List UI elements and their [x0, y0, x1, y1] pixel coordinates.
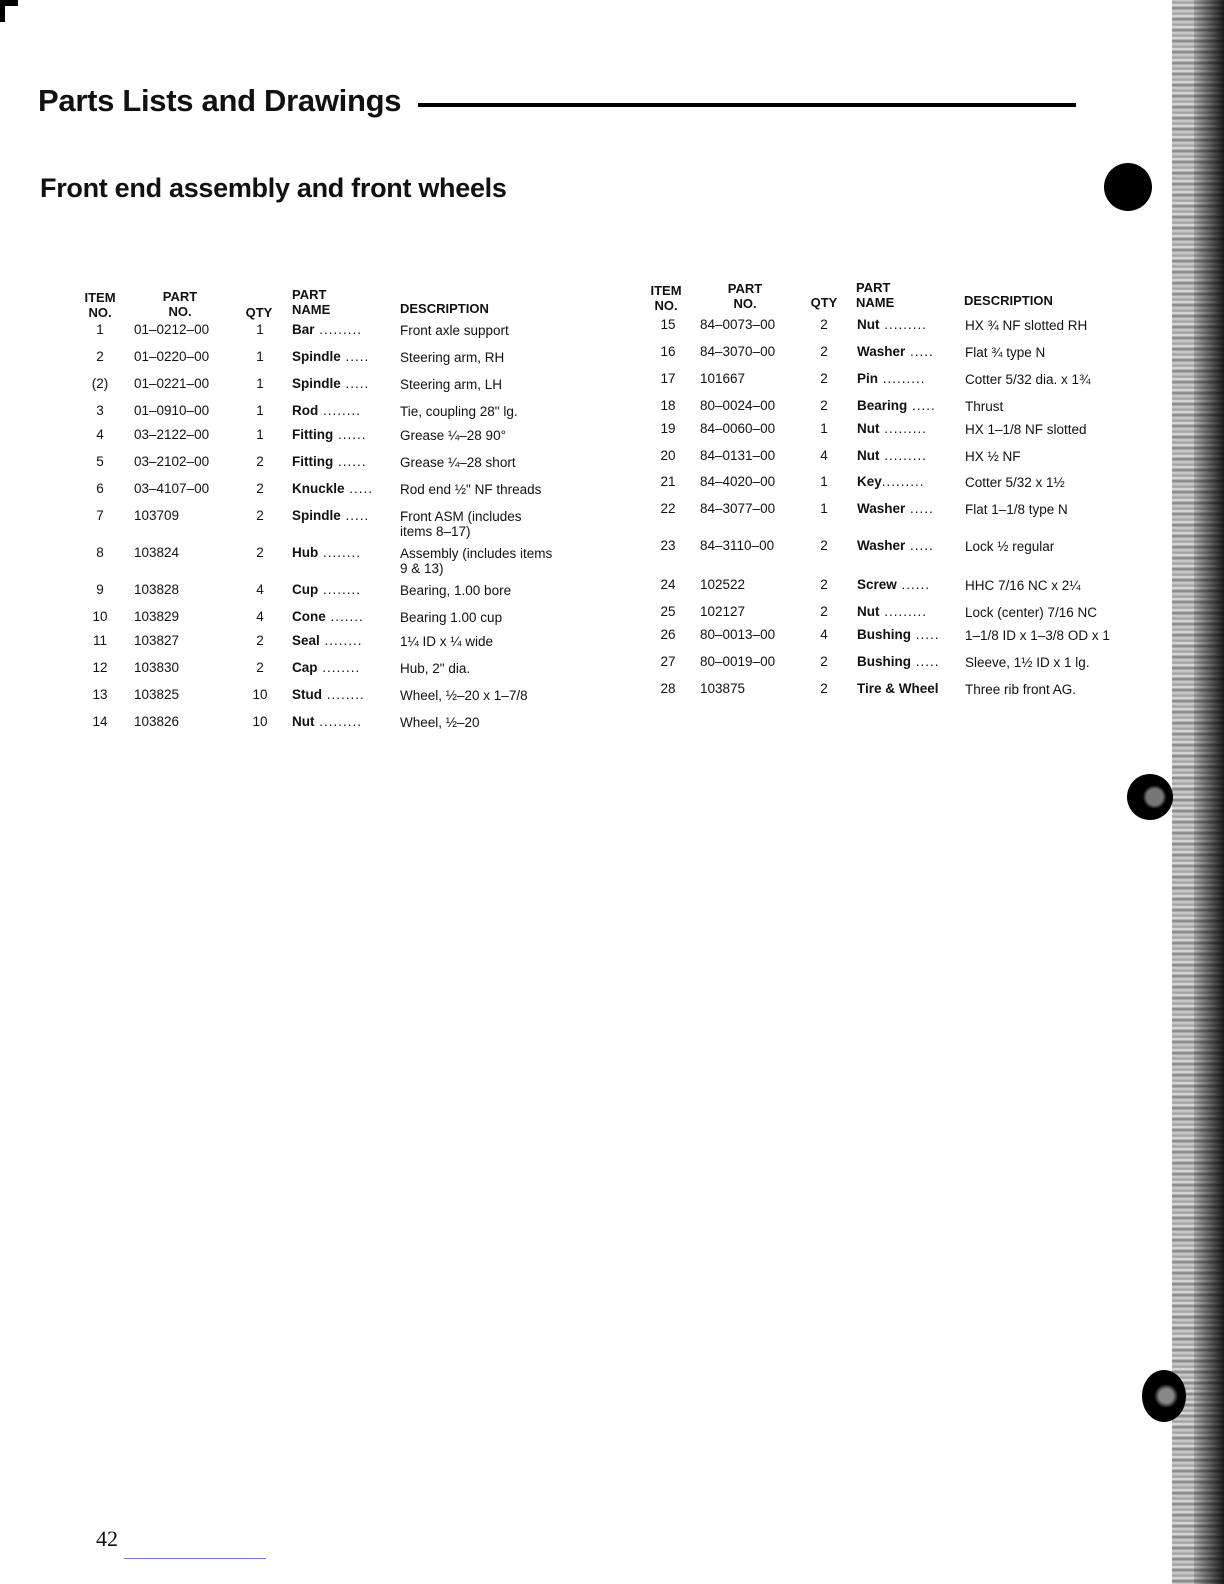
table-row [0, 419, 1100, 439]
part-name-text: Spindle [292, 349, 341, 364]
description [965, 475, 1065, 490]
header-description: DESCRIPTION [400, 301, 489, 316]
quantity: 2 [256, 481, 264, 496]
part-name-text: Fitting [292, 454, 334, 469]
item-number: 13 [92, 687, 108, 702]
dot-leader: ..... [344, 481, 374, 496]
part-name [857, 499, 934, 519]
quantity: 2 [256, 508, 264, 523]
part-name-text: Bushing [857, 627, 911, 642]
part-number: 80–0024–00 [700, 398, 776, 413]
dot-leader: ........ [317, 660, 361, 675]
table-row [0, 536, 1100, 556]
part-name-text: Nut [857, 604, 880, 619]
quantity: 2 [820, 604, 828, 619]
quantity: 2 [820, 654, 828, 669]
description-line: Hub, 2" dia. [400, 661, 471, 676]
part-number: 84–3077–00 [700, 501, 776, 516]
part-number: 01–0220–00 [134, 349, 210, 364]
part-number: 103825 [134, 687, 180, 702]
part-number: 03–4107–00 [134, 481, 210, 496]
part-name [857, 536, 934, 556]
description-line: HX ¾ NF slotted RH [965, 318, 1088, 333]
part-name-text: Washer [857, 501, 906, 516]
description [965, 422, 1087, 437]
part-number: 84–0073–00 [700, 317, 776, 332]
description-line: HX ½ NF [965, 449, 1021, 464]
item-number: 9 [96, 582, 104, 597]
header-part-name: PART NAME [292, 287, 331, 317]
part-number: 103826 [134, 714, 180, 729]
table-row [0, 712, 1100, 732]
description [400, 715, 480, 730]
quantity: 2 [256, 454, 264, 469]
part-number: 103875 [700, 681, 746, 696]
description-line: 1¼ ID x ¼ wide [400, 634, 494, 649]
item-number: 27 [660, 654, 676, 669]
part-name [857, 652, 940, 672]
part-number: 84–3070–00 [700, 344, 776, 359]
item-number: 22 [660, 501, 676, 516]
item-number: 6 [96, 481, 104, 496]
part-name [857, 679, 939, 699]
quantity: 2 [256, 633, 264, 648]
page-number: 42 [96, 1526, 118, 1551]
dot-leader: ..... [907, 398, 936, 413]
dot-leader: ...... [896, 577, 931, 592]
description-line: Rod end ½" NF threads [400, 482, 542, 497]
header-part-no: PART NO. [727, 281, 763, 311]
description-line: Cotter 5/32 x 1½ [965, 475, 1065, 490]
header-item-no: ITEM NO. [650, 283, 682, 313]
description-line: Thrust [965, 399, 1004, 414]
dot-leader: ..... [905, 501, 934, 516]
quantity: 1 [256, 376, 264, 391]
corner-crop-mark [0, 0, 18, 22]
part-name [857, 625, 940, 645]
item-number: (2) [91, 376, 109, 391]
dot-leader: ......... [881, 474, 925, 489]
item-number: 28 [660, 681, 676, 696]
dot-leader: ........ [322, 687, 365, 702]
table-row [0, 679, 1100, 699]
part-name-text: Nut [857, 448, 880, 463]
dot-leader: ..... [911, 654, 940, 669]
part-name [857, 472, 925, 492]
part-number: 103827 [134, 633, 180, 648]
table-row [0, 396, 1100, 416]
part-name-text: Fitting [292, 427, 334, 442]
part-number: 03–2102–00 [134, 454, 210, 469]
part-name [857, 369, 926, 389]
part-name-text: Seal [292, 633, 320, 648]
dot-leader: ......... [879, 604, 928, 619]
description-line: Three rib front AG. [965, 682, 1077, 697]
part-number: 103828 [134, 582, 180, 597]
header-qty: QTY [810, 295, 838, 310]
quantity: 2 [820, 317, 828, 332]
part-name [857, 602, 927, 622]
part-name-text: Bushing [857, 654, 911, 669]
dot-leader: ......... [879, 448, 928, 463]
part-name-text: Nut [292, 714, 315, 729]
description-line: Tie, coupling 28" lg. [400, 404, 518, 419]
footer-rule [124, 1558, 266, 1559]
dot-leader: ....... [325, 609, 364, 624]
description-line: Bearing 1.00 cup [400, 610, 503, 625]
table-row [0, 602, 1100, 622]
header-description: DESCRIPTION [964, 293, 1053, 308]
item-number: 2 [96, 349, 104, 364]
quantity: 2 [256, 660, 264, 675]
part-name-text: Rod [292, 403, 319, 418]
quantity: 2 [820, 681, 828, 696]
part-name-text: Screw [857, 577, 897, 592]
table-row [0, 342, 1100, 362]
part-name-text: Spindle [292, 508, 341, 523]
quantity: 10 [252, 714, 268, 729]
part-number: 103830 [134, 660, 180, 675]
header-part-name: PART NAME [856, 280, 895, 310]
part-number: 03–2122–00 [134, 427, 210, 442]
quantity: 2 [820, 344, 828, 359]
dot-leader: ......... [879, 421, 928, 436]
dot-leader: ..... [905, 538, 934, 553]
part-name [857, 419, 927, 439]
description-line: Sleeve, 1½ ID x 1 lg. [965, 655, 1090, 670]
item-number: 18 [660, 398, 676, 413]
part-number: 103829 [134, 609, 180, 624]
item-number: 4 [96, 427, 104, 442]
quantity: 2 [820, 538, 828, 553]
binder-hole [1127, 774, 1173, 820]
part-name-text: Key [857, 474, 882, 489]
quantity: 10 [252, 687, 268, 702]
quantity: 1 [256, 403, 264, 418]
description-line: HHC 7/16 NC x 2¼ [965, 578, 1081, 593]
dot-leader: ...... [333, 427, 367, 442]
description-line: Lock (center) 7/16 NC [965, 605, 1098, 620]
description [965, 449, 1021, 464]
item-number: 26 [660, 627, 676, 642]
dot-leader: ........ [318, 582, 362, 597]
description [965, 345, 1045, 360]
quantity: 1 [820, 474, 828, 489]
quantity: 1 [820, 501, 828, 516]
dot-leader: ..... [905, 344, 934, 359]
description [965, 628, 1110, 643]
description-line: Bearing, 1.00 bore [400, 583, 512, 598]
item-number: 25 [660, 604, 676, 619]
description-line: 9 & 13) [400, 561, 444, 576]
description [965, 399, 1003, 414]
item-number: 1 [96, 322, 104, 337]
description-line: Flat 1–1/8 type N [965, 502, 1068, 517]
item-number: 3 [96, 403, 104, 418]
dot-leader: ..... [340, 349, 370, 364]
description-line: Grease ¼–28 90° [400, 428, 506, 443]
description-line: Steering arm, RH [400, 350, 505, 365]
quantity: 4 [820, 627, 828, 642]
dot-leader: ........ [319, 633, 363, 648]
description-line: Flat ¾ type N [965, 345, 1046, 360]
part-name [857, 396, 936, 416]
part-number: 84–3110–00 [700, 538, 775, 553]
description-line: Wheel, ½–20 x 1–7/8 [400, 688, 528, 703]
description [965, 655, 1090, 670]
description-line: Grease ¼–28 short [400, 455, 516, 470]
title-rule [418, 103, 1076, 107]
part-name-text: Spindle [292, 376, 341, 391]
dot-leader: ........ [318, 545, 362, 560]
description-line: Assembly (includes items [400, 546, 553, 561]
part-name [292, 712, 362, 732]
description-line: Wheel, ½–20 [400, 715, 480, 730]
part-name [857, 575, 930, 595]
table-row [0, 369, 1100, 389]
quantity: 4 [820, 448, 828, 463]
quantity: 4 [256, 582, 264, 597]
dot-leader: ...... [333, 454, 367, 469]
item-number: 14 [92, 714, 108, 729]
quantity: 2 [820, 371, 828, 386]
description-line: HX 1–1/8 NF slotted [965, 422, 1087, 437]
part-name-text: Bar [292, 322, 315, 337]
part-number: 102522 [700, 577, 746, 592]
table-row [0, 652, 1100, 672]
part-name-text: Cone [292, 609, 326, 624]
description [965, 372, 1090, 387]
part-name-text: Washer [857, 344, 906, 359]
quantity: 1 [256, 427, 264, 442]
part-name-text: Bearing [857, 398, 908, 413]
item-number: 16 [660, 344, 676, 359]
item-number: 11 [92, 633, 107, 648]
description [965, 502, 1068, 517]
dot-leader: ......... [314, 322, 363, 337]
table-row [0, 446, 1100, 466]
description-line: 1–1/8 ID x 1–3/8 OD x 1 [965, 628, 1110, 643]
header-part-no: PART NO. [162, 289, 198, 319]
quantity: 4 [256, 609, 264, 624]
dot-leader: ........ [318, 403, 362, 418]
item-number: 21 [660, 474, 676, 489]
part-number: 84–4020–00 [700, 474, 776, 489]
part-name-text: Pin [857, 371, 879, 386]
sub-title: Front end assembly and front wheels [40, 173, 507, 203]
description [965, 318, 1087, 333]
item-number: 17 [660, 371, 676, 386]
part-number: 102127 [700, 604, 746, 619]
part-number: 01–0212–00 [134, 322, 210, 337]
dot-leader: ..... [340, 376, 370, 391]
description-line: Front axle support [400, 323, 509, 338]
item-number: 7 [96, 508, 104, 523]
quantity: 1 [256, 322, 264, 337]
dot-leader: ..... [911, 627, 940, 642]
part-number: 01–0221–00 [134, 376, 210, 391]
quantity: 1 [820, 421, 828, 436]
header-item-no: ITEM NO. [84, 290, 116, 320]
item-number: 10 [92, 609, 108, 624]
part-name-text: Nut [857, 317, 880, 332]
part-number: 103824 [134, 545, 180, 560]
table-row [0, 315, 1100, 335]
description-line: Front ASM (includes [400, 509, 522, 524]
quantity: 1 [256, 349, 264, 364]
part-number: 84–0060–00 [700, 421, 776, 436]
quantity: 2 [256, 545, 264, 560]
part-name [857, 342, 934, 362]
part-number: 101667 [700, 371, 746, 386]
dot-leader: ......... [314, 714, 363, 729]
part-number: 80–0013–00 [700, 627, 776, 642]
item-number: 19 [660, 421, 676, 436]
item-number: 8 [96, 545, 104, 560]
description [965, 682, 1076, 697]
description [965, 578, 1081, 593]
item-number: 5 [96, 454, 104, 469]
part-name-text: Washer [857, 538, 906, 553]
part-number: 80–0019–00 [700, 654, 776, 669]
table-row [0, 575, 1100, 595]
part-name-text: Cap [292, 660, 318, 675]
header-qty: QTY [245, 305, 273, 320]
part-number: 84–0131–00 [700, 448, 776, 463]
part-name-text: Cup [292, 582, 319, 597]
dot-leader: ..... [340, 508, 370, 523]
part-number: 01–0910–00 [134, 403, 210, 418]
part-name-text: Knuckle [292, 481, 345, 496]
item-number: 24 [660, 577, 676, 592]
part-name-text: Hub [292, 545, 319, 560]
part-name-text: Stud [292, 687, 322, 702]
table-row [0, 472, 1100, 492]
dot-leader: ......... [879, 317, 928, 332]
part-name-text: Tire & Wheel [857, 681, 939, 696]
description [965, 539, 1054, 554]
section-title: Parts Lists and Drawings [38, 83, 402, 118]
table-row [0, 499, 1100, 519]
part-name [857, 315, 927, 335]
binder-hole [1142, 1370, 1186, 1422]
quantity: 2 [820, 577, 828, 592]
description [965, 605, 1097, 620]
quantity: 2 [820, 398, 828, 413]
part-number: 103709 [134, 508, 180, 523]
description-line: Cotter 5/32 dia. x 1¾ [965, 372, 1091, 387]
description-line: Steering arm, LH [400, 377, 503, 392]
item-number: 12 [92, 660, 108, 675]
description-line: Lock ½ regular [965, 539, 1055, 554]
part-name-text: Nut [857, 421, 880, 436]
item-number: 23 [660, 538, 676, 553]
table-row [0, 625, 1110, 645]
binder-hole [1104, 163, 1152, 211]
part-name [857, 446, 927, 466]
description-line: items 8–17) [400, 524, 471, 539]
item-number: 15 [660, 317, 676, 332]
item-number: 20 [660, 448, 676, 463]
page-edge-shadow [1172, 0, 1224, 1584]
dot-leader: ......... [878, 371, 926, 386]
